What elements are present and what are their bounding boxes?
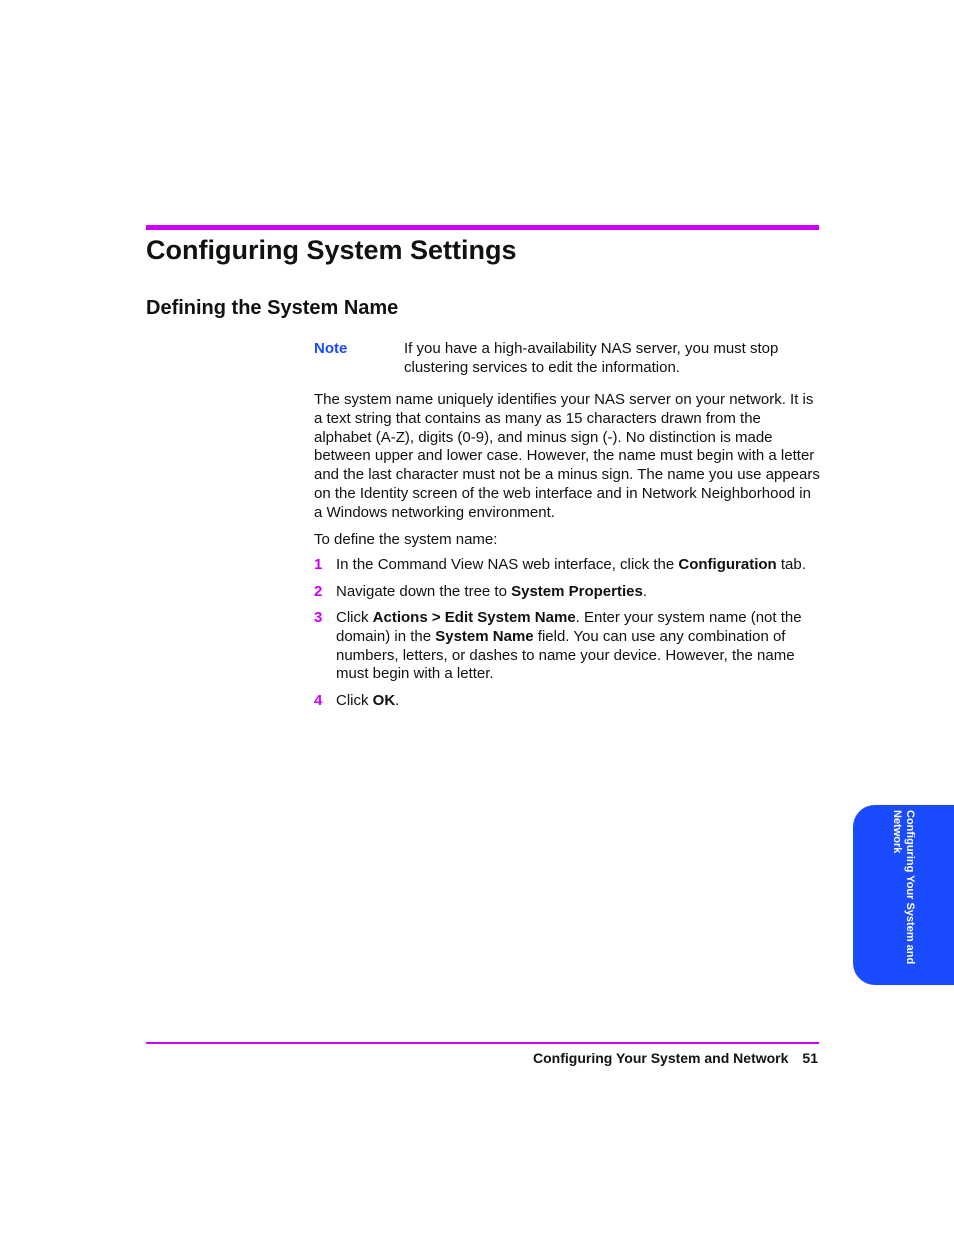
step-number: 2 xyxy=(314,583,323,600)
step-number: 4 xyxy=(314,692,323,709)
step-text: Navigate down the tree to System Properties. xyxy=(336,583,648,600)
step-number: 1 xyxy=(314,556,323,573)
step-text: Click Actions > Edit System Name. Enter your system name (not the domain) in the System Name field. You can use any combination of numbers, letters, or dashes to name your device. However, the name must begin with a letter. xyxy=(336,609,802,683)
step-emphasis: System Properties xyxy=(511,583,643,600)
chapter-rule xyxy=(146,225,819,230)
step-emphasis: Actions > Edit System Name xyxy=(372,609,576,626)
chapter-title: Configuring System Settings xyxy=(146,235,517,265)
step-emphasis: Configuration xyxy=(678,556,777,573)
steps-intro: To define the system name: xyxy=(314,531,498,548)
step-emphasis: OK xyxy=(372,692,396,709)
footer-title: Configuring Your System and Network xyxy=(533,1050,789,1066)
page-footer xyxy=(533,1049,818,1067)
section-title: Defining the System Name xyxy=(146,297,399,319)
note-label: Note xyxy=(314,340,348,357)
step-text: In the Command View NAS web interface, click the Configuration tab. xyxy=(336,556,806,573)
body-paragraph: The system name uniquely identifies your NAS server on your network. It is a text string that contains as many as 15 characters drawn from the alphabet (A-Z), digits (0-9), and minus sign (-). No distinction is made between upper and lower case. However, the name must begin with a letter and the last character must not be a minus sign. The name you use appears on the Identity screen of the web interface and in Network Neighborhood in a Windows networking environment. xyxy=(314,391,820,521)
page-number: 51 xyxy=(802,1050,818,1066)
note-text: If you have a high-availability NAS server, you must stop clustering services to edit the information. xyxy=(404,340,779,376)
footer-rule xyxy=(146,1042,819,1044)
step-emphasis: System Name xyxy=(435,627,534,645)
step-text: Click OK. xyxy=(336,692,400,709)
side-tab-label: Configuring Your System and Network xyxy=(891,810,916,965)
step-number: 3 xyxy=(314,609,323,626)
